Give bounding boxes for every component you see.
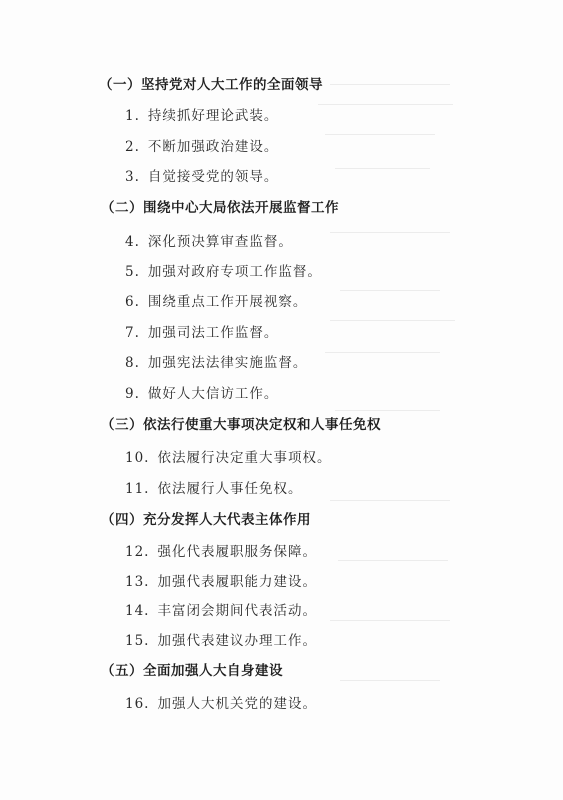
bleed-through-line xyxy=(340,680,440,681)
item-number: 6. xyxy=(125,294,140,310)
item-number: 15. xyxy=(125,633,150,649)
bleed-through-line xyxy=(325,352,440,353)
list-item xyxy=(125,351,307,371)
item-number: 14. xyxy=(125,603,150,619)
bleed-through-line xyxy=(318,104,453,105)
item-number: 8. xyxy=(125,355,140,371)
list-item xyxy=(125,629,317,649)
item-text: 加强人大机关党的建设。 xyxy=(157,696,317,712)
bleed-through-line xyxy=(335,410,440,411)
bleed-through-line xyxy=(330,620,450,621)
list-item xyxy=(125,570,317,590)
item-text: 加强司法工作监督。 xyxy=(147,325,279,341)
item-number: 10. xyxy=(125,450,150,466)
list-item xyxy=(125,290,307,310)
list-item xyxy=(125,321,278,341)
item-text: 依法履行决定重大事项权。 xyxy=(157,450,332,466)
item-text: 自觉接受党的领导。 xyxy=(147,169,279,185)
item-text: 深化预决算审查监督。 xyxy=(147,234,293,250)
item-number: 4. xyxy=(125,234,140,250)
list-item xyxy=(125,104,278,124)
item-text: 加强宪法法律实施监督。 xyxy=(147,355,308,371)
item-number: 2. xyxy=(125,139,140,155)
section-heading: （一）坚持党对人大工作的全面领导 xyxy=(99,77,323,93)
bleed-through-line xyxy=(330,84,450,85)
item-number: 3. xyxy=(125,169,140,185)
item-text: 强化代表履职服务保障。 xyxy=(157,544,317,560)
item-text: 围绕重点工作开展视察。 xyxy=(147,294,308,310)
bleed-through-line xyxy=(330,500,450,501)
section-heading: （五）全面加强人大自身建设 xyxy=(101,663,283,679)
bleed-through-line xyxy=(330,232,450,233)
list-item xyxy=(125,477,302,497)
list-item xyxy=(125,692,317,712)
bleed-through-line xyxy=(325,134,435,135)
item-number: 1. xyxy=(125,108,140,124)
item-text: 不断加强政治建设。 xyxy=(147,139,279,155)
list-item xyxy=(125,540,317,560)
list-item xyxy=(125,135,278,155)
bleed-through-line xyxy=(340,290,440,291)
item-number: 5. xyxy=(125,264,140,280)
section-heading: （三）依法行使重大事项决定权和人事任免权 xyxy=(101,417,381,433)
item-number: 7. xyxy=(125,325,140,341)
item-number: 12. xyxy=(125,544,150,560)
item-text: 加强对政府专项工作监督。 xyxy=(147,264,322,280)
list-item xyxy=(125,382,278,402)
list-item xyxy=(125,446,331,466)
item-text: 加强代表建议办理工作。 xyxy=(157,633,317,649)
item-text: 加强代表履职能力建设。 xyxy=(157,574,317,590)
item-number: 16. xyxy=(125,696,150,712)
item-number: 9. xyxy=(125,386,140,402)
list-item xyxy=(125,230,293,250)
list-item xyxy=(125,260,322,280)
bleed-through-line xyxy=(335,168,430,169)
item-text: 依法履行人事任免权。 xyxy=(157,481,303,497)
item-number: 13. xyxy=(125,574,150,590)
bleed-through-line xyxy=(338,560,448,561)
list-item xyxy=(125,599,317,619)
item-text: 丰富闭会期间代表活动。 xyxy=(157,603,317,619)
section-heading: （二）围绕中心大局依法开展监督工作 xyxy=(101,200,339,216)
item-text: 持续抓好理论武装。 xyxy=(147,108,279,124)
item-number: 11. xyxy=(125,481,150,497)
list-item xyxy=(125,165,278,185)
section-heading: （四）充分发挥人大代表主体作用 xyxy=(101,512,311,528)
item-text: 做好人大信访工作。 xyxy=(147,386,279,402)
bleed-through-line xyxy=(330,320,455,321)
